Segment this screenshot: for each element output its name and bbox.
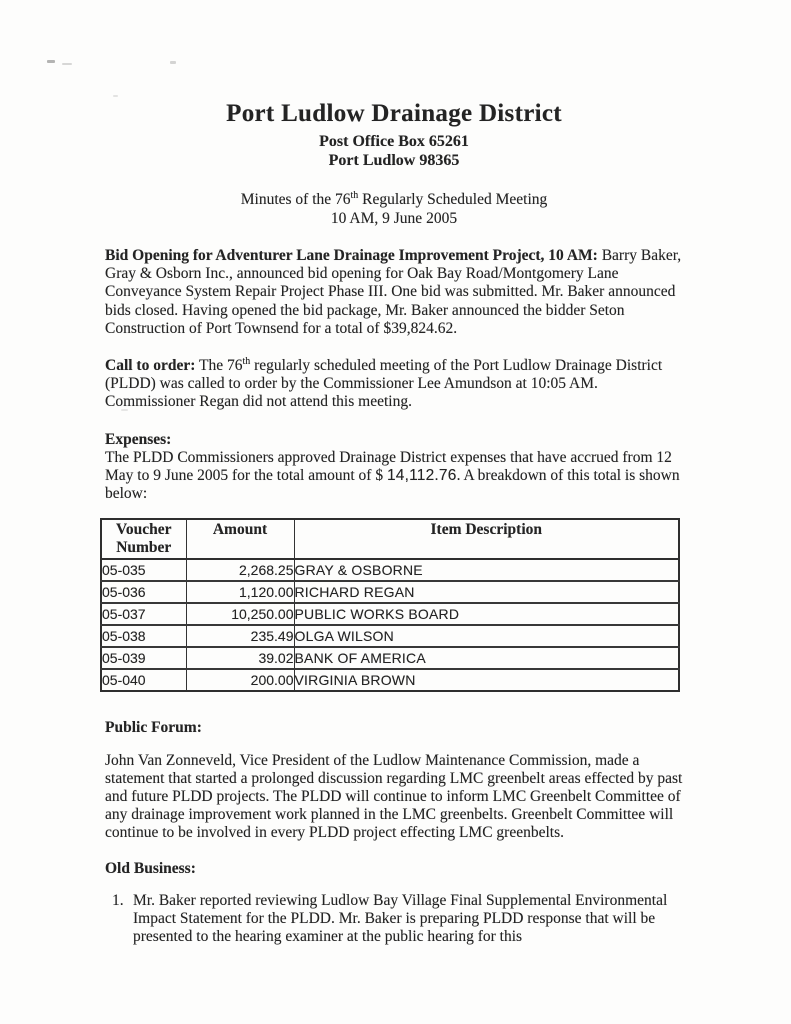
expenses-heading: Expenses:	[105, 430, 172, 448]
table-row	[101, 603, 679, 625]
voucher-number-cell: 05-035	[101, 559, 186, 581]
call-to-order-paragraph: Call to order: The 76th regularly scheduled meeting of the Port Ludlow Drainage District (PLDD) was called to order by the Commissioner Lee Amundson at 10:05 AM. Commissioner Regan did not attend this meeting.	[105, 355, 663, 411]
amount-cell: 2,268.25	[186, 559, 294, 581]
item-description-cell: OLGA WILSON	[294, 625, 679, 647]
table-row	[101, 669, 679, 691]
table-row	[101, 647, 679, 669]
amount-cell: 200.00	[186, 669, 294, 691]
old-business-item-1	[105, 892, 683, 947]
list-item-text: Mr. Baker reported reviewing Ludlow Bay Village Final Supplemental Environmental Impact Statement for the PLDD. Mr. Baker is preparing PLDD response that will be presented to the hearing examiner at the public hearing for this	[133, 891, 668, 946]
amount-cell: 39.02	[186, 647, 294, 669]
expenses-total-amount: 14,112.76	[386, 467, 457, 485]
amount-cell: 1,120.00	[186, 581, 294, 603]
expense-table-header	[101, 519, 679, 559]
call-to-order-heading: Call to order:	[105, 357, 196, 375]
meeting-subtitle-line1: Minutes of the 76th Regularly Scheduled Meeting	[240, 189, 548, 208]
document-content	[102, 0, 683, 946]
table-row	[101, 581, 679, 603]
amount-cell: 235.49	[186, 625, 294, 647]
bid-opening-body: Barry Baker, Gray & Osborn Inc., announced bid opening for Oak Bay Road/Montgomery Lane Conveyance System Repair Project Phase III. One bid was submitted. Mr. Baker announced bids closed. Having opened the bid package, Mr. Baker announced the bidder Seton Construction of Port Townsend for a total of $39,824.62.	[105, 247, 682, 337]
amount-cell: 10,250.00	[186, 603, 294, 625]
expense-table	[100, 518, 680, 692]
address-city: Port Ludlow 98365	[328, 152, 460, 169]
column-header-amount: Amount	[186, 519, 294, 559]
meeting-subtitle-line2: 10 AM, 9 June 2005	[330, 210, 458, 227]
bid-opening-paragraph	[105, 247, 683, 338]
column-header-item-description: Item Description	[294, 519, 679, 559]
document-title: Port Ludlow Drainage District	[226, 100, 562, 127]
public-forum-paragraph: John Van Zonneveld, Vice President of the Ludlow Maintenance Commission, made a statement that started a prolonged discussion regarding LMC greenbelt areas effected by past and future PLDD projects. The PLDD will continue to inform LMC Greenbelt Committee of any drainage improvement work planned in the LMC greenbelts. Greenbelt Committee will continue to be involved in every PLDD project effecting LMC greenbelts.	[105, 751, 683, 842]
meeting-subtitle	[105, 190, 683, 228]
scan-speck	[47, 60, 55, 63]
public-forum-heading: Public Forum:	[105, 719, 202, 737]
voucher-number-cell: 05-037	[101, 603, 186, 625]
list-item-number: 1.	[112, 891, 124, 909]
expense-table-body	[101, 559, 679, 691]
address-po-box: Post Office Box 65261	[319, 133, 469, 150]
old-business-heading: Old Business:	[105, 859, 196, 877]
ordinal-superscript: th	[350, 189, 359, 201]
table-row	[101, 625, 679, 647]
item-description-cell: GRAY & OSBORNE	[294, 559, 679, 581]
voucher-number-cell: 05-040	[101, 669, 186, 691]
column-header-voucher-number: Voucher Number	[101, 519, 186, 559]
expenses-paragraph: The PLDD Commissioners approved Drainage District expenses that have accrued from 12 May to 9 June 2005 for the total amount of $ 14,112.76. A breakdown of this total is shown below:	[105, 448, 680, 503]
table-row	[101, 559, 679, 581]
item-description-cell: VIRGINIA BROWN	[294, 669, 679, 691]
voucher-number-cell: 05-039	[101, 647, 186, 669]
bid-opening-heading: Bid Opening for Adventurer Lane Drainage Improvement Project, 10 AM:	[105, 247, 598, 264]
voucher-number-cell: 05-036	[101, 581, 186, 603]
item-description-cell: PUBLIC WORKS BOARD	[294, 603, 679, 625]
ordinal-superscript: th	[242, 355, 251, 367]
voucher-number-cell: 05-038	[101, 625, 186, 647]
scan-speck	[62, 63, 72, 65]
item-description-cell: BANK OF AMERICA	[294, 647, 679, 669]
item-description-cell: RICHARD REGAN	[294, 581, 679, 603]
